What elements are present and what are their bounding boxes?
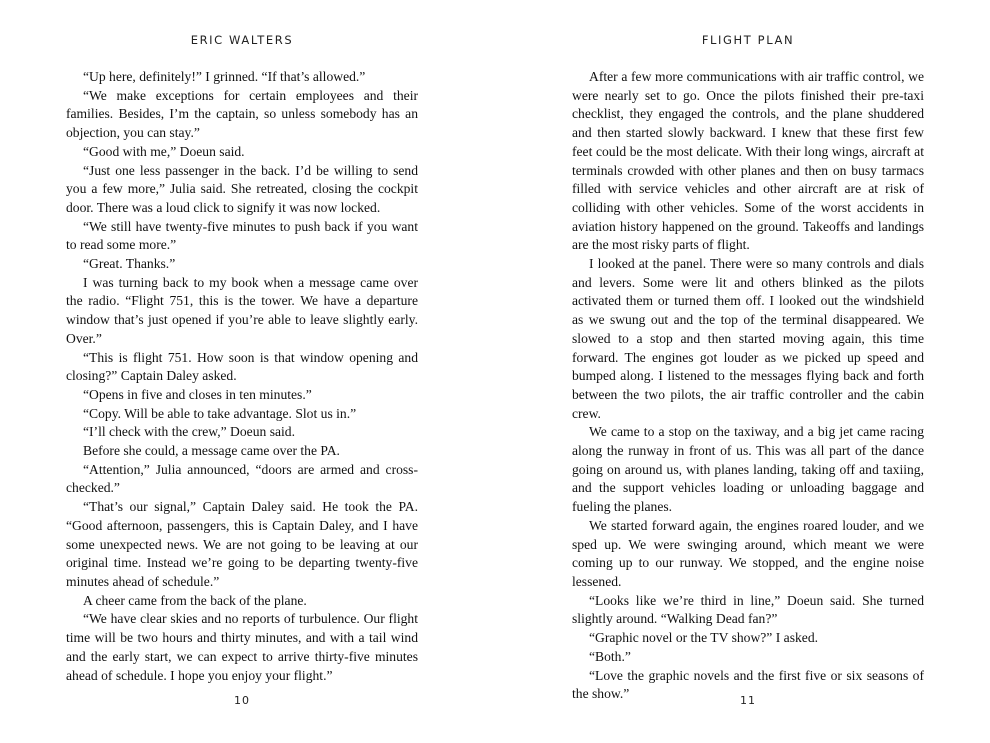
paragraph: “This is flight 751. How soon is that window opening and closing?” Captain Daley asked. <box>66 349 418 384</box>
left-page-body <box>66 68 418 685</box>
left-page <box>66 0 418 743</box>
paragraph: “Graphic novel or the TV show?” I asked. <box>589 630 819 646</box>
paragraph: “We still have twenty-five minutes to push back if you want to read some more.” <box>66 218 418 253</box>
paragraph: “Opens in five and closes in ten minutes.” <box>83 386 312 402</box>
paragraph: “That’s our signal,” Captain Daley said. He took the PA. “Good afternoon, passengers, this is Captain Daley, and I have some unexpected news. We are not going to be leaving at our original time. Instead we’re going to be departing twenty-five minutes ahead of schedule.” <box>66 499 418 589</box>
paragraph: “Copy. Will be able to take advantage. Slot us in.” <box>83 405 357 421</box>
paragraph: “Both.” <box>589 648 631 664</box>
paragraph: After a few more communications with air traffic control, we were nearly set to go. Once the pilots finished their pre-taxi checklist, they engaged the controls, and the plane shuddered and then started slowly backward. I knew that these first few feet could be the most delicate. With their long wings, aircraft at terminals crowded with other planes and then on busy tarmacs filled with service vehicles and other aircraft are at risk of colliding with other vehicles. Some of the worst accidents in aviation history happened on the ground. Takeoffs and landings are the most risky parts of flight. <box>572 69 924 253</box>
paragraph: I was turning back to my book when a message came over the radio. “Flight 751, this is the tower. We have a departure window that’s just opened if you’re able to leave slightly early. Over.” <box>66 274 418 346</box>
paragraph: We started forward again, the engines roared louder, and we sped up. We were swinging around, which meant we were coming up to our runway. We stopped, and the engine noise lessened. <box>572 517 924 589</box>
page-number-left: 10 <box>234 694 250 707</box>
paragraph: “Up here, definitely!” I grinned. “If that’s allowed.” <box>83 69 366 84</box>
paragraph: Before she could, a message came over the PA. <box>83 443 340 459</box>
right-page <box>572 0 924 743</box>
paragraph: “Looks like we’re third in line,” Doeun said. She turned slightly around. “Walking Dead fan?” <box>572 592 924 627</box>
running-head-title: FLIGHT PLAN <box>701 33 795 47</box>
paragraph: “We make exceptions for certain employees and their families. Besides, I’m the captain, so unless somebody has an objection, you can stay.” <box>66 87 418 141</box>
paragraph: I looked at the panel. There were so many controls and dials and levers. Some were lit and others blinked as the pilots activated them or turned them off. I looked out the windshield as we swung out and the top of the terminal disappeared. We slowed to a stop and then started moving again, this time forward. The engines got louder as we picked up speed and bumped along. I listened to the messages flying back and forth between the two pilots, the air traffic controller and the cabin crew. <box>572 256 924 421</box>
running-head-author: ERIC WALTERS <box>190 33 294 47</box>
paragraph: “We have clear skies and no reports of turbulence. Our flight time will be two hours and thirty minutes, and with a tail wind and the early start, we can expect to arrive thirty-five minutes ahead of schedule. I hope you enjoy your flight.” <box>66 611 418 683</box>
paragraph: “Attention,” Julia announced, “doors are armed and cross-checked.” <box>66 461 418 496</box>
page-number-right: 11 <box>740 694 756 707</box>
paragraph: “Good with me,” Doeun said. <box>83 143 245 159</box>
paragraph: “Great. Thanks.” <box>83 256 176 272</box>
right-page-body <box>572 68 924 704</box>
paragraph: “I’ll check with the crew,” Doeun said. <box>83 424 295 440</box>
paragraph: A cheer came from the back of the plane. <box>83 592 307 608</box>
paragraph: “Just one less passenger in the back. I’d be willing to send you a few more,” Julia said. She retreated, closing the cockpit door. There was a loud click to signify it was now locked. <box>66 162 418 215</box>
paragraph: “Love the graphic novels and the first five or six seasons of the show.” <box>572 667 924 702</box>
paragraph: We came to a stop on the taxiway, and a big jet came racing along the runway in front of us. This was all part of the dance going on around us, with planes landing, taking off and taxiing, and the support vehicles loading or unloading baggage and fueling the planes. <box>572 424 924 515</box>
